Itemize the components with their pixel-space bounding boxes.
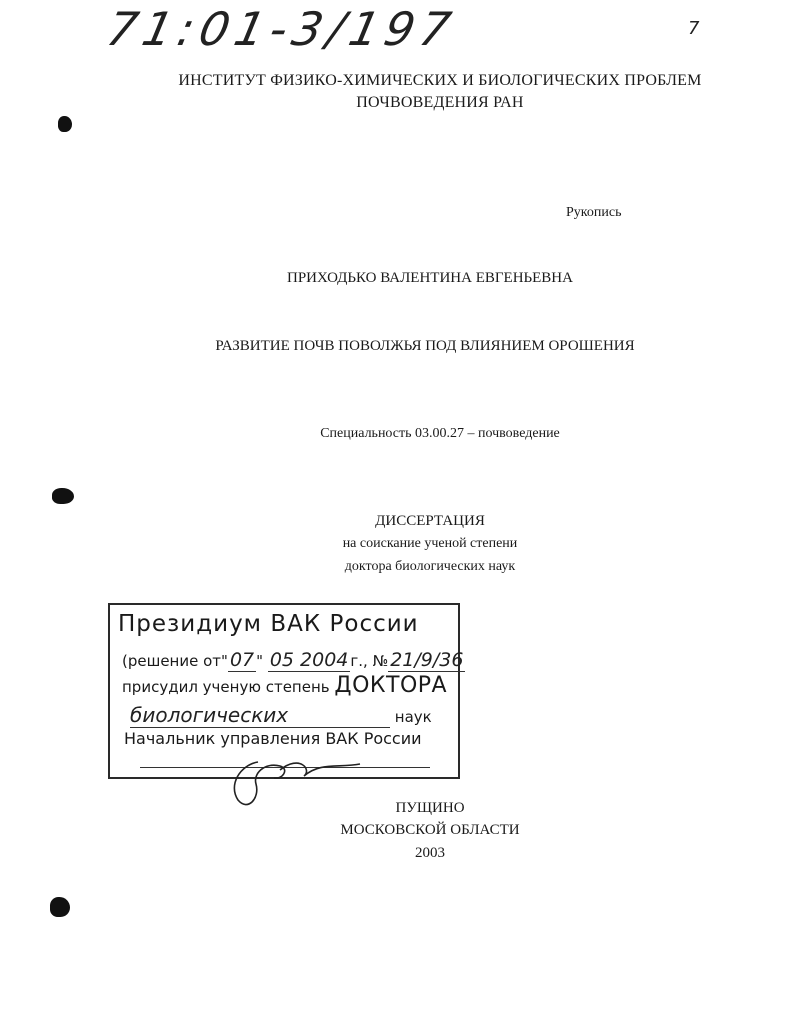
stamp-decision-month-year: 05 2004: [269, 649, 349, 671]
stamp-degree-level: ДОКТОРА: [334, 673, 448, 698]
scan-blot: [50, 897, 70, 917]
stamp-decision-number: 21/9/36: [390, 649, 464, 671]
stamp-field-handwritten: биологических: [130, 703, 390, 728]
author-name: ПРИХОДЬКО ВАЛЕНТИНА ЕВГЕНЬЕВНА: [287, 270, 573, 286]
thesis-title: РАЗВИТИЕ ПОЧВ ПОВОЛЖЬЯ ПОД ВЛИЯНИЕМ ОРОШЕНИЯ: [215, 338, 635, 354]
institute-name-line1: ИНСТИТУТ ФИЗИКО-ХИМИЧЕСКИХ И БИОЛОГИЧЕСКИХ ПРОБЛЕМ: [178, 72, 702, 89]
stamp-degree-text: присудил ученую степень: [122, 678, 330, 696]
city-line2: МОСКОВСКОЙ ОБЛАСТИ: [340, 822, 520, 838]
year: 2003: [415, 845, 445, 861]
scan-blot: [52, 488, 74, 504]
degree-line1: на соискание ученой степени: [342, 536, 518, 551]
stamp-degree: [122, 673, 447, 698]
city-line1: ПУЩИНО: [395, 800, 465, 816]
stamp-title: Президиум ВАК России: [118, 611, 419, 637]
stamp-decision: [122, 649, 465, 671]
stamp-decision-prefix: (решение от": [122, 652, 228, 670]
stamp-decision-year-suffix: г., №: [350, 652, 389, 670]
institute-name-line2: ПОЧВОВЕДЕНИЯ РАН: [356, 94, 524, 111]
page-mark: 7: [688, 18, 700, 39]
archive-number: 71:01-3/197: [102, 2, 462, 56]
degree-line2: доктора биологических наук: [344, 559, 516, 574]
document-type: ДИССЕРТАЦИЯ: [375, 513, 485, 529]
specialty: Специальность 03.00.27 – почвоведение: [320, 426, 560, 441]
stamp-head: Начальник управления ВАК России: [124, 729, 422, 748]
stamp-field-suffix: наук: [394, 708, 432, 726]
stamp-field: [130, 703, 450, 728]
scan-blot: [58, 116, 72, 132]
stamp-decision-day: 07: [229, 649, 255, 671]
stamp-decision-mid: ": [256, 652, 264, 670]
manuscript-label: Рукопись: [566, 205, 622, 220]
